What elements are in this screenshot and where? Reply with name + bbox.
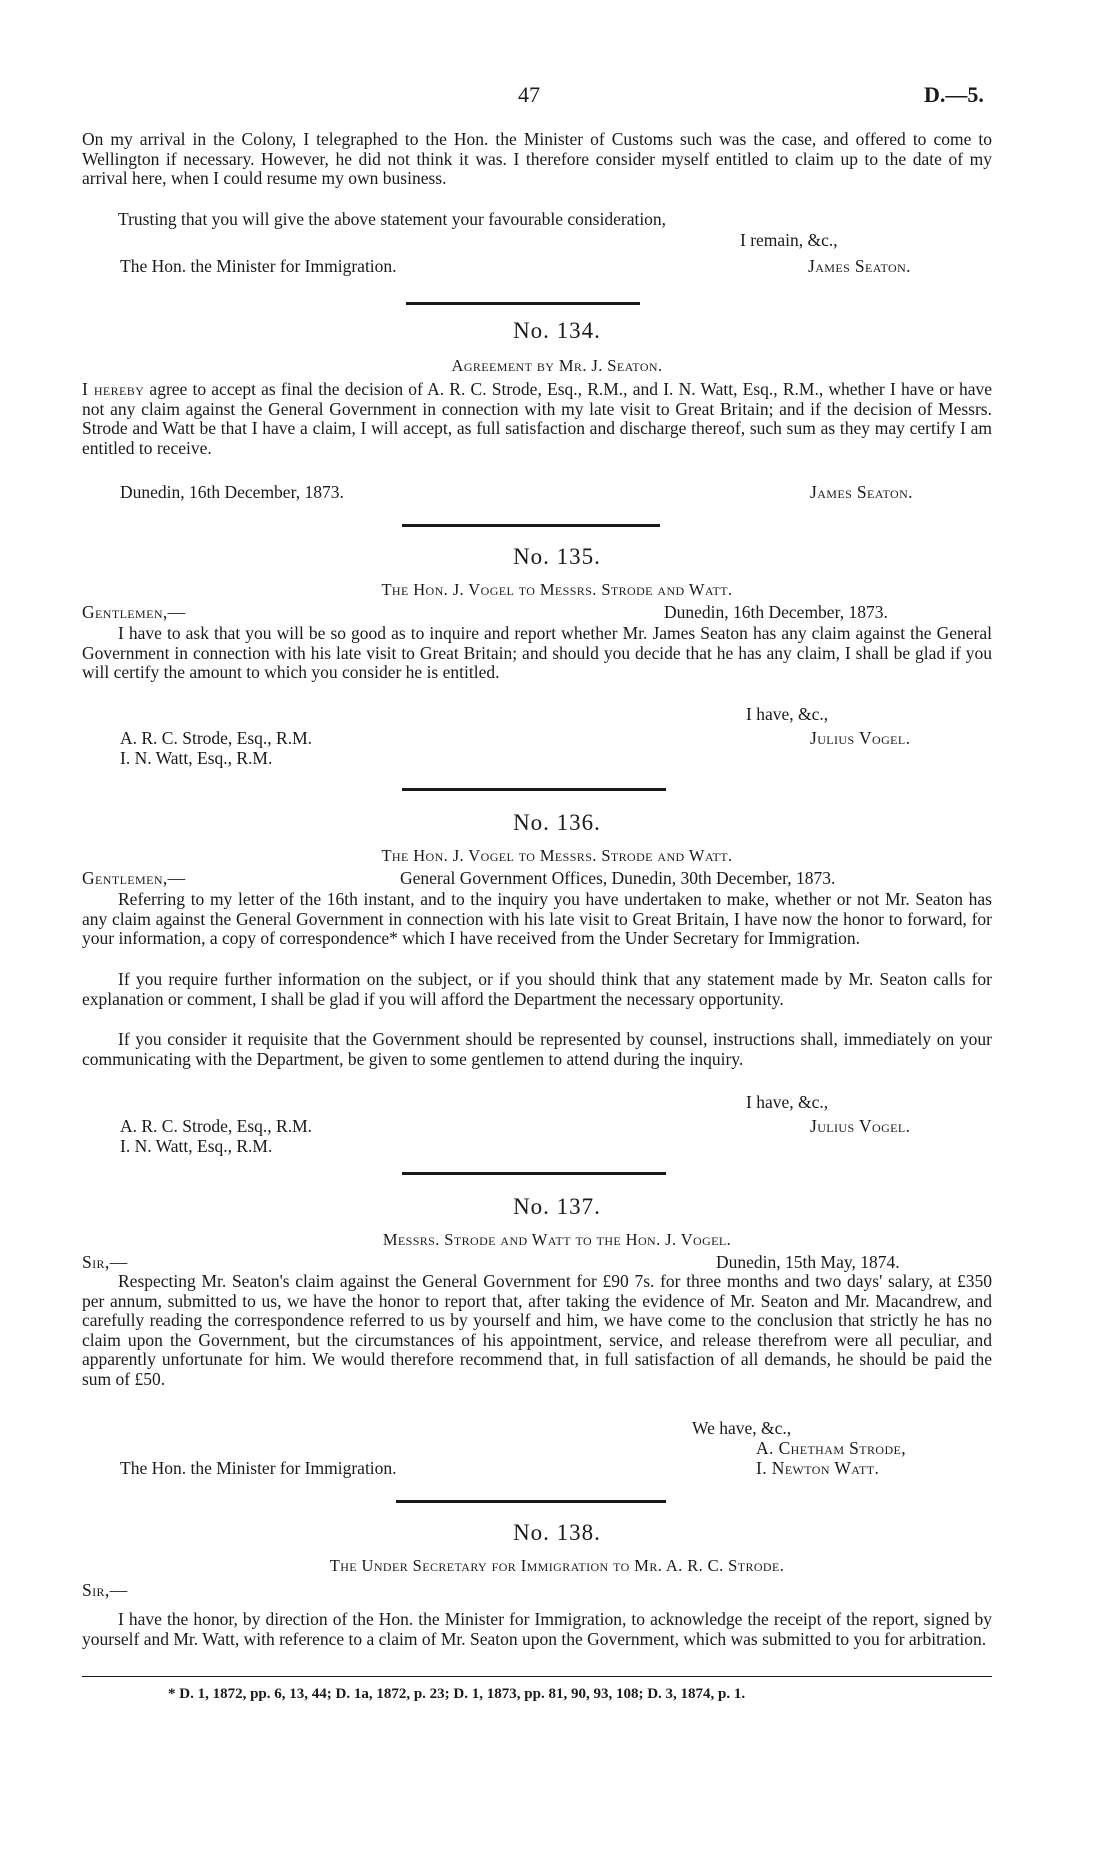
intro-paragraph: On my arrival in the Colony, I telegraphed to the Hon. the Minister of Customs such was the case, and offered to come to Wellington if necessary. However, he did not think it was. I therefore consider myself entitled to claim up to the date of my arrival here, when I could resume my own business. bbox=[82, 129, 992, 189]
letter-para3-136: If you consider it requisite that the Government should be represented by counsel, instructions shall, immediately on your communicating with the Department, be given to some gentlemen to attend during the inquiry. bbox=[82, 1029, 992, 1069]
section-number-134: No. 134. bbox=[513, 318, 601, 343]
addressee-136-watt: I. N. Watt, Esq., R.M. bbox=[120, 1136, 273, 1156]
intro-signature: James Seaton. bbox=[808, 256, 911, 276]
place-date-137: Dunedin, 15th May, 1874. bbox=[716, 1252, 900, 1272]
agreement-text: agree to accept as final the decision of A. R. C. Strode, Esq., R.M., and I. N. Watt, Esq., R.M., whether I have or have not any claim against the General Government in connection with my late visit to Great Britain; and if the decision of Messrs. Strode and Watt be that I have a claim, I will accept, as full satisfaction and discharge thereof, such sum as they may certify I am entitled to receive. bbox=[82, 379, 992, 458]
footnote: * D. 1, 1872, pp. 6, 13, 44; D. 1a, 1872, p. 23; D. 1, 1873, pp. 81, 90, 93, 108; D. 3, 1874, p. 1. bbox=[168, 1686, 746, 1702]
letter-para1-136: Referring to my letter of the 16th instant, and to the inquiry you have undertaken to make, whether or not Mr. Seaton has any claim against the General Government in connection with his late visit to Great Britain, I have now the honor to forward, for your information, a copy of correspondence* which I have received from the Under Secretary for Immigration. bbox=[82, 889, 992, 949]
footnote-rule bbox=[82, 1676, 992, 1677]
signature-137-watt: I. Newton Watt. bbox=[756, 1458, 880, 1478]
section-number-137: No. 137. bbox=[513, 1194, 601, 1219]
section-number-136: No. 136. bbox=[513, 810, 601, 835]
intro-addressee: The Hon. the Minister for Immigration. bbox=[120, 256, 397, 276]
letter-body-137: Respecting Mr. Seaton's claim against the General Government for £90 7s. for three months and two days' salary, at £350 per annum, submitted to us, we have the honor to report that, after taking the evidence of Mr. Seaton and Mr. Macandrew, and carefully reading the correspondence referred to us by yourself and him, we have come to the conclusion that strictly he has no claim upon the Government, but the circumstances of his appointment, service, and release therefrom were all peculiar, and apparently unfortunate for him. We would therefore recommend that, in full satisfaction of all demands, he should be paid the sum of £50. bbox=[82, 1271, 992, 1389]
section-caption-136: The Hon. J. Vogel to Messrs. Strode and Watt. bbox=[381, 846, 733, 865]
section-number-135: No. 135. bbox=[513, 544, 601, 569]
section-divider bbox=[402, 788, 666, 791]
agreement-signature: James Seaton. bbox=[810, 482, 913, 502]
intro-trusting: Trusting that you will give the above statement your favourable consideration, bbox=[118, 209, 667, 229]
page-number: 47 bbox=[518, 82, 540, 107]
addressee-136-strode: A. R. C. Strode, Esq., R.M. bbox=[120, 1116, 313, 1136]
section-divider bbox=[396, 1500, 666, 1503]
section-caption-137: Messrs. Strode and Watt to the Hon. J. Vogel. bbox=[382, 1230, 732, 1249]
salutation-135: Gentlemen,— bbox=[82, 602, 186, 622]
letter-body-138: I have the honor, by direction of the Hon. the Minister for Immigration, to acknowledge the receipt of the report, signed by yourself and Mr. Watt, with reference to a claim of Mr. Seaton upon the Government, which was submitted to you for arbitration. bbox=[82, 1609, 992, 1649]
section-divider bbox=[406, 302, 640, 305]
place-date-135: Dunedin, 16th December, 1873. bbox=[664, 602, 888, 622]
closing-136: I have, &c., bbox=[746, 1092, 829, 1112]
document-reference: D.—5. bbox=[924, 82, 984, 107]
salutation-137: Sir,— bbox=[82, 1252, 128, 1272]
addressee-135-watt: I. N. Watt, Esq., R.M. bbox=[120, 748, 273, 768]
agreement-lead: I hereby bbox=[82, 379, 145, 399]
salutation-136: Gentlemen,— bbox=[82, 868, 186, 888]
agreement-place-date: Dunedin, 16th December, 1873. bbox=[120, 482, 344, 502]
section-caption-138: The Under Secretary for Immigration to Mr. A. R. C. Strode. bbox=[329, 1556, 785, 1575]
letter-para2-136: If you require further information on the subject, or if you should think that any statement made by Mr. Seaton calls for explanation or comment, I shall be glad if you will afford the Department the necessary opportunity. bbox=[82, 969, 992, 1009]
salutation-138: Sir,— bbox=[82, 1580, 128, 1600]
place-date-136: General Government Offices, Dunedin, 30th December, 1873. bbox=[400, 868, 836, 888]
signature-135: Julius Vogel. bbox=[810, 728, 911, 748]
signature-137-strode: A. Chetham Strode, bbox=[756, 1438, 907, 1458]
intro-remain: I remain, &c., bbox=[740, 230, 838, 250]
section-caption-134: Agreement by Mr. J. Seaton. bbox=[451, 356, 663, 375]
section-caption-135: The Hon. J. Vogel to Messrs. Strode and Watt. bbox=[381, 580, 733, 599]
letter-body-135: I have to ask that you will be so good as to inquire and report whether Mr. James Seaton has any claim against the General Government in connection with his late visit to Great Britain; and should you decide that he has any claim, I shall be glad if you will certify the amount to which you consider he is entitled. bbox=[82, 623, 992, 683]
section-number-138: No. 138. bbox=[513, 1520, 601, 1545]
closing-137: We have, &c., bbox=[692, 1418, 792, 1438]
agreement-body bbox=[82, 380, 992, 458]
addressee-135-strode: A. R. C. Strode, Esq., R.M. bbox=[120, 728, 313, 748]
section-divider bbox=[402, 524, 660, 527]
section-divider bbox=[402, 1172, 666, 1175]
addressee-137: The Hon. the Minister for Immigration. bbox=[120, 1458, 397, 1478]
signature-136: Julius Vogel. bbox=[810, 1116, 911, 1136]
closing-135: I have, &c., bbox=[746, 704, 829, 724]
